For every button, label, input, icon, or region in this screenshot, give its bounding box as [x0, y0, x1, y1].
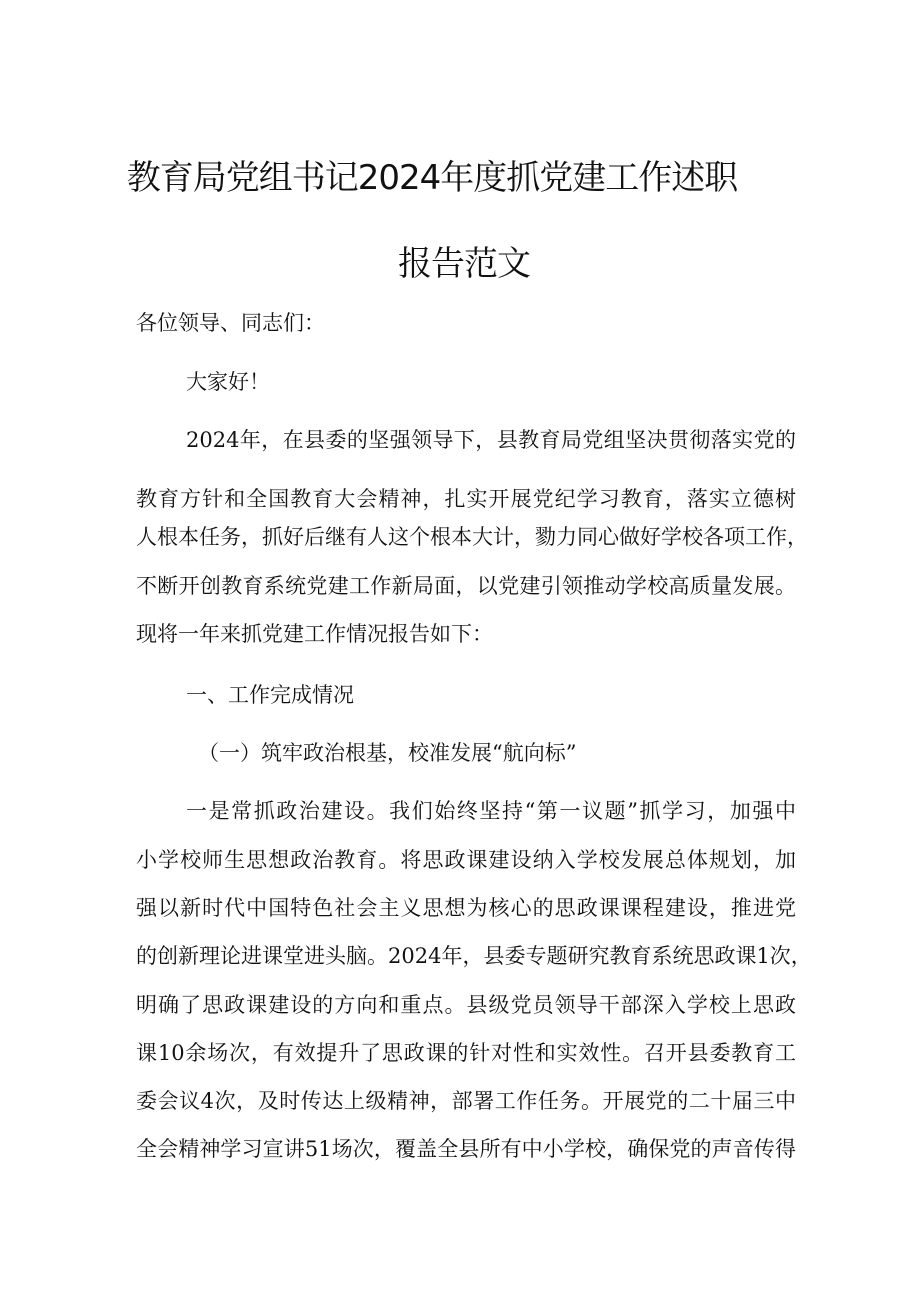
paragraph-line: 全会精神学习宣讲51场次，覆盖全县所有中小学校，确保党的声音传得 — [136, 1137, 796, 1161]
intro-line: 人根本任务，抓好后继有人这个根本大计，勠力同心做好学校各项工作， — [136, 525, 808, 549]
paragraph-line: 强以新时代中国特色社会主义思想为核心的思政课课程建设，推进党 — [136, 896, 796, 920]
salutation: 各位领导、同志们： — [136, 311, 325, 335]
greeting: 大家好！ — [186, 370, 270, 394]
subsection-heading: （一）筑牢政治根基，校准发展“航向标” — [198, 741, 577, 765]
paragraph-line: 一是常抓政治建设。我们始终坚持“第一议题”抓学习，加强中 — [186, 799, 796, 823]
paragraph-line: 小学校师生思想政治教育。将思政课建设纳入学校发展总体规划，加 — [136, 848, 796, 872]
intro-line: 2024年，在县委的坚强领导下，县教育局党组坚决贯彻落实党的 — [186, 428, 796, 452]
section-heading: 一、工作完成情况 — [186, 683, 354, 707]
document-title-line-2: 报告范文 — [398, 244, 530, 284]
paragraph-line: 课10余场次，有效提升了思政课的针对性和实效性。召开县委教育工 — [136, 1041, 796, 1065]
document-title-line-1: 教育局党组书记2024年度抓党建工作述职 — [126, 158, 738, 198]
paragraph-line: 委会议4次，及时传达上级精神，部署工作任务。开展党的二十届三中 — [136, 1089, 796, 1113]
intro-line: 教育方针和全国教育大会精神，扎实开展党纪学习教育，落实立德树 — [136, 487, 796, 511]
intro-line: 不断开创教育系统党建工作新局面，以党建引领推动学校高质量发展。 — [136, 574, 796, 598]
paragraph-line: 的创新理论进课堂进头脑。2024年，县委专题研究教育系统思政课1次， — [136, 944, 812, 968]
intro-line: 现将一年来抓党建工作情况报告如下： — [136, 622, 493, 646]
paragraph-line: 明确了思政课建设的方向和重点。县级党员领导干部深入学校上思政 — [136, 993, 796, 1017]
